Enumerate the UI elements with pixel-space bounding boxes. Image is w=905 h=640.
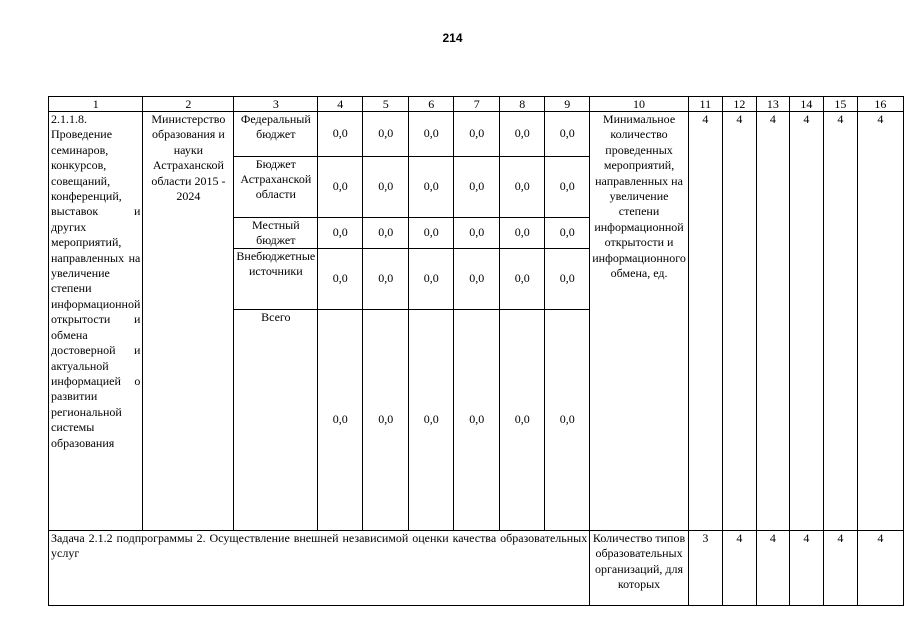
header-cell: 7 (454, 97, 500, 112)
header-cell: 3 (234, 97, 318, 112)
header-cell: 10 (590, 97, 689, 112)
value-cell: 0,0 (500, 157, 545, 218)
executor-period-cell: Министерство образования и науки Астраханской области 2015 - 2024 (143, 112, 234, 531)
activity-name-cell: 2.1.1.8. Проведение семинаров, конкурсов, совещаний, конференций, выставок и других мероприятий, направленных на увеличение степени информационной открытости и обмена достоверной и актуальной информацией о развитии региональной системы образования (49, 112, 143, 531)
source-row-federal (49, 112, 904, 157)
value-cell: 0,0 (318, 310, 363, 531)
header-cell: 2 (143, 97, 234, 112)
target-cell: 4 (756, 112, 789, 531)
target-cell: 4 (789, 531, 823, 606)
value-cell: 0,0 (545, 218, 590, 249)
task-row (49, 531, 904, 606)
value-cell: 0,0 (454, 157, 500, 218)
source-name: Местный бюджет (234, 218, 318, 249)
header-cell: 16 (857, 97, 903, 112)
target-cell: 4 (823, 112, 857, 531)
value-cell: 0,0 (318, 112, 363, 157)
task-title-cell: Задача 2.1.2 подпрограммы 2. Осуществление внешней независимой оценки качества образовательных услуг (49, 531, 590, 606)
header-cell: 6 (409, 97, 454, 112)
value-cell: 0,0 (409, 112, 454, 157)
value-cell: 0,0 (500, 112, 545, 157)
header-cell: 12 (722, 97, 756, 112)
target-cell: 4 (688, 112, 722, 531)
target-cell: 3 (688, 531, 722, 606)
header-cell: 1 (49, 97, 143, 112)
value-cell: 0,0 (409, 310, 454, 531)
value-cell: 0,0 (545, 112, 590, 157)
value-cell: 0,0 (409, 218, 454, 249)
value-cell: 0,0 (454, 310, 500, 531)
value-cell: 0,0 (409, 249, 454, 310)
value-cell: 0,0 (318, 218, 363, 249)
value-cell: 0,0 (500, 310, 545, 531)
header-cell: 8 (500, 97, 545, 112)
value-cell: 0,0 (318, 249, 363, 310)
value-cell: 0,0 (500, 249, 545, 310)
source-name: Всего (234, 310, 318, 531)
value-cell: 0,0 (454, 112, 500, 157)
value-cell: 0,0 (545, 310, 590, 531)
target-cell: 4 (722, 112, 756, 531)
header-cell: 11 (688, 97, 722, 112)
value-cell: 0,0 (363, 310, 409, 531)
value-cell: 0,0 (454, 249, 500, 310)
target-cell: 4 (857, 531, 903, 606)
header-cell: 9 (545, 97, 590, 112)
value-cell: 0,0 (363, 112, 409, 157)
indicator-cell: Минимальное количество проведенных мероприятий, направленных на увеличение степени информационной открытости и информационного обмена, ед. (590, 112, 689, 531)
target-cell: 4 (756, 531, 789, 606)
page-number: 214 (442, 31, 463, 45)
value-cell: 0,0 (545, 249, 590, 310)
source-name: Федеральный бюджет (234, 112, 318, 157)
value-cell: 0,0 (363, 218, 409, 249)
value-cell: 0,0 (454, 218, 500, 249)
header-cell: 14 (789, 97, 823, 112)
header-cell: 4 (318, 97, 363, 112)
value-cell: 0,0 (545, 157, 590, 218)
target-cell: 4 (789, 112, 823, 531)
header-cell: 13 (756, 97, 789, 112)
task-indicator-cell: Количество типов образовательных организаций, для которых (590, 531, 689, 606)
program-table (48, 96, 904, 606)
target-cell: 4 (823, 531, 857, 606)
target-cell: 4 (722, 531, 756, 606)
header-row (49, 97, 904, 112)
value-cell: 0,0 (318, 157, 363, 218)
value-cell: 0,0 (363, 157, 409, 218)
source-name: Внебюджетные источники (234, 249, 318, 310)
header-cell: 15 (823, 97, 857, 112)
target-cell: 4 (857, 112, 903, 531)
value-cell: 0,0 (500, 218, 545, 249)
value-cell: 0,0 (409, 157, 454, 218)
source-name: Бюджет Астраханской области (234, 157, 318, 218)
value-cell: 0,0 (363, 249, 409, 310)
header-cell: 5 (363, 97, 409, 112)
